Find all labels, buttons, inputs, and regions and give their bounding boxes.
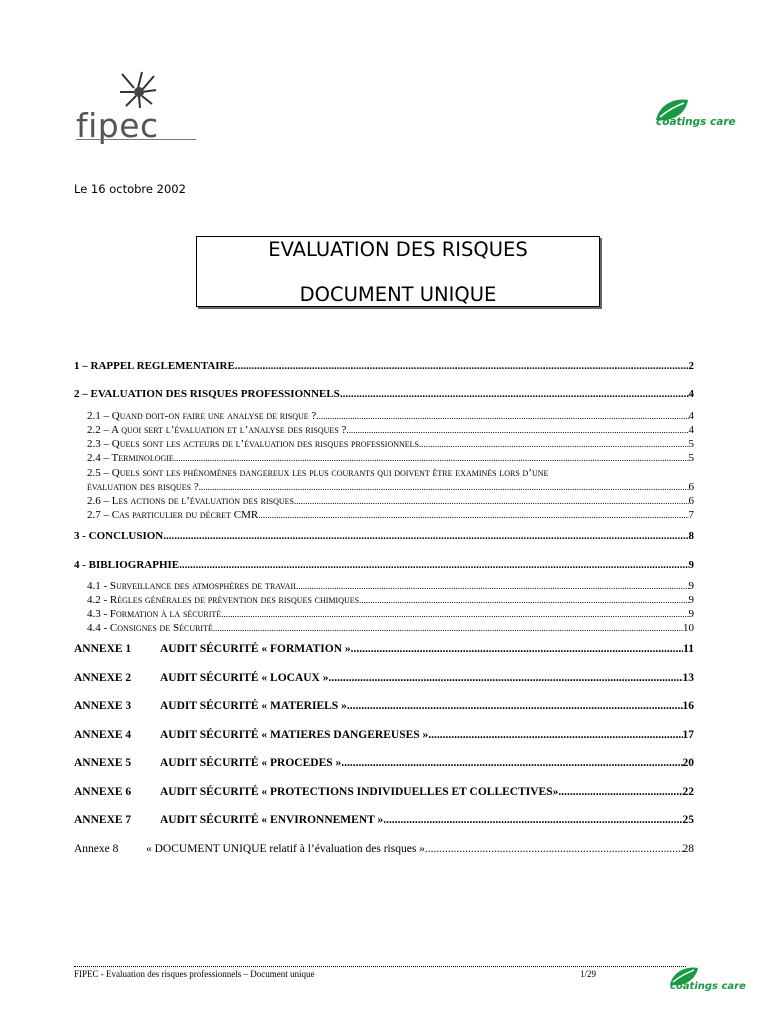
toc-subentry: 2.4 – Terminologie ..... 5 [87,452,694,464]
toc-subentry: 2.1 – Quand doit-on faire une analyse de risque ? ..... 4 [87,410,694,422]
annex-entry: ANNEXE 3 AUDIT SÉCURITÉ « MATERIELS » ..... 16 [74,700,694,712]
toc-subentry: 2.2 – A quoi sert l’évaluation et l’analyse des risques ? ..... 4 [87,424,694,436]
toc-subentry: évaluation des risques ? ..... 6 [87,481,694,493]
toc-entry: 2 – EVALUATION DES RISQUES PROFESSIONNELS ..... 4 [74,388,694,400]
toc-subentry: 4.2 - Règles générales de prévention des risques chimiques ..... 9 [87,594,694,606]
toc-subentry: 4.4 - Consignes de Sécurité ..... 10 [87,622,694,634]
fipec-logo-text: fipec [76,106,159,145]
annex-entry: ANNEXE 6 AUDIT SÉCURITÉ « PROTECTIONS INDIVIDUELLES ET COLLECTIVES» ..... 22 [74,786,694,798]
coatings-care-text: coatings care [656,116,736,128]
annex-entry: ANNEXE 7 AUDIT SÉCURITÉ « ENVIRONNEMENT » ..... 25 [74,814,694,826]
toc-subentry: 2.7 – Cas particulier du décret CMR ..... 7 [87,509,694,521]
footer-divider [74,966,686,967]
annex-entry: ANNEXE 1 AUDIT SÉCURITÉ « FORMATION » ..... 11 [74,643,694,655]
toc-entry: 3 - CONCLUSION ..... 8 [74,530,694,542]
coatings-care-logo-footer [666,966,746,1002]
table-of-contents [74,0,694,1024]
toc-subentry: 2.5 – Quels sont les phénomènes dangereux les plus courants qui doivent être examinés lors d’une [87,467,549,479]
toc-subentry: 4.1 - Surveillance des atmosphères de travail ..... 9 [87,580,694,592]
toc-subentry: 4.3 - Formation à la sécurité ..... 9 [87,608,694,620]
title-line-2: DOCUMENT UNIQUE [299,283,497,306]
annex-entry: ANNEXE 2 AUDIT SÉCURITÉ « LOCAUX » ..... 13 [74,672,694,684]
toc-entry: 1 – RAPPEL REGLEMENTAIRE ..... 2 [74,360,694,372]
toc-entry: 4 - BIBLIOGRAPHIE ..... 9 [74,559,694,571]
footer-text: FIPEC - Evaluation des risques professionnels – Document unique [74,969,315,979]
annex-entry: ANNEXE 5 AUDIT SÉCURITÉ « PROCEDES » ..... 20 [74,757,694,769]
toc-subentry: 2.6 – Les actions de l’évaluation des risques ..... 6 [87,495,694,507]
annex-entry: Annexe 8 « DOCUMENT UNIQUE relatif à l’évaluation des risques » ..... 28 [74,843,694,855]
document-date: Le 16 octobre 2002 [74,182,186,196]
footer-page-number: 1/29 [580,969,597,979]
coatings-care-text: coatings care [670,981,746,992]
toc-subentry: 2.3 – Quels sont les acteurs de l’évaluation des risques professionnels ..... 5 [87,438,694,450]
title-line-1: EVALUATION DES RISQUES [268,238,528,261]
annex-entry: ANNEXE 4 AUDIT SÉCURITÉ « MATIERES DANGEREUSES » ..... 17 [74,729,694,741]
